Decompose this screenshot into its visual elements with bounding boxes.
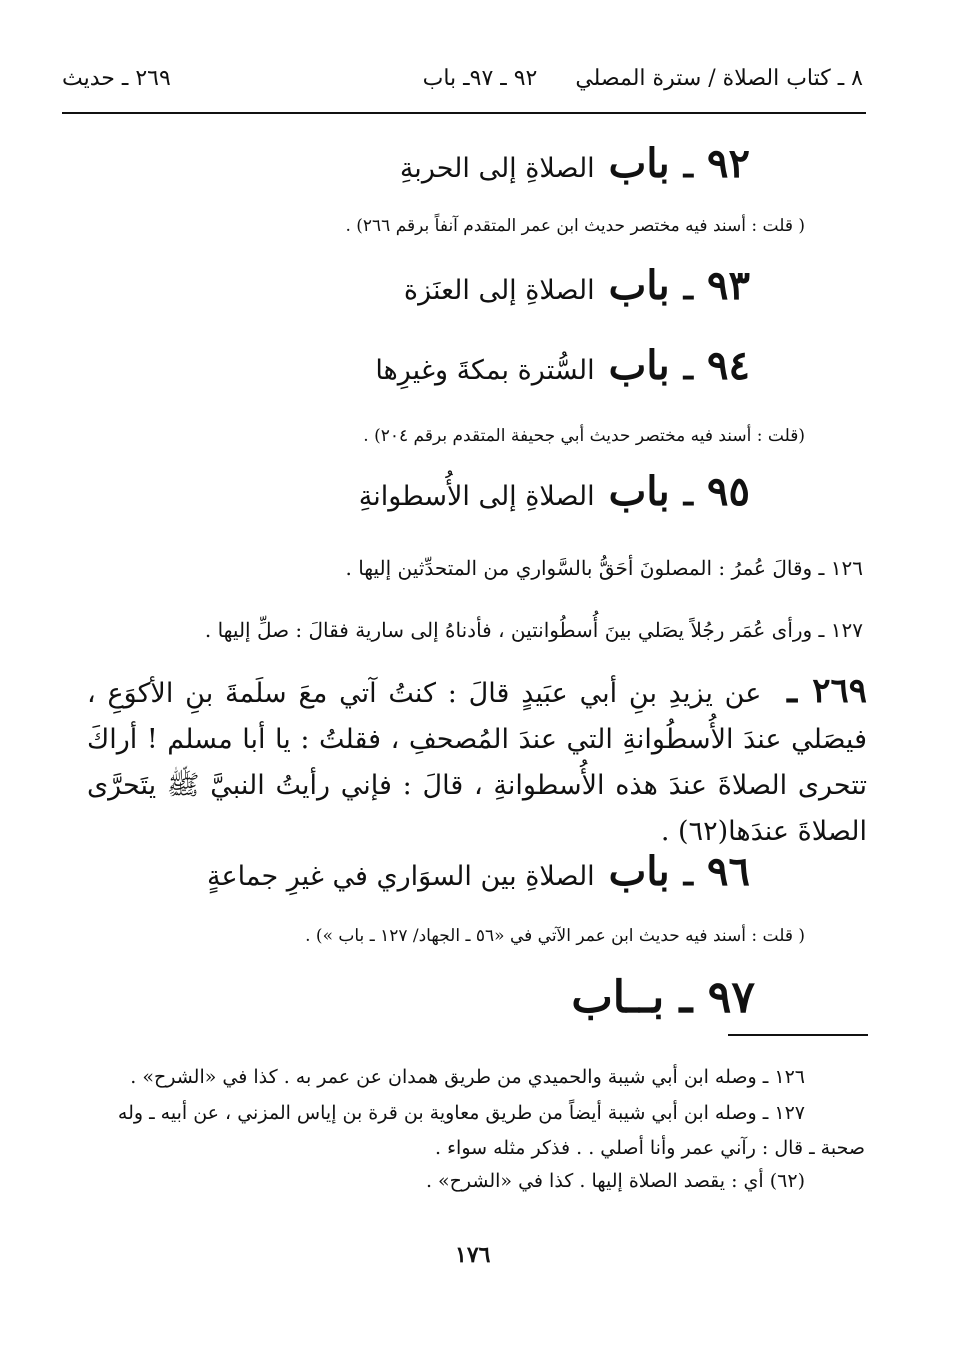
athar-126: ١٢٦ ـ وقالَ عُمرُ : المصلونَ أحَقُّ بالسَّواري من المتحدِّثين إليها . bbox=[345, 556, 863, 580]
page-number: ١٧٦ bbox=[455, 1242, 491, 1268]
chapter-title: الصلاةِ إلى الحربةِ bbox=[399, 153, 595, 184]
footnote-rule bbox=[728, 1034, 868, 1036]
header-rule bbox=[62, 112, 866, 114]
chapter-dash: ـ bbox=[683, 269, 694, 307]
chapter-number: ٩٦ bbox=[707, 848, 750, 895]
header-chapter-title: ٨ ـ كتاب الصلاة / سترة المصلي bbox=[575, 66, 863, 91]
footnote-62: (٦٢) أي : يقصد الصلاة إليها . كذا في «الشرح» . bbox=[425, 1170, 805, 1192]
chapter-number: ٩٤ bbox=[707, 342, 750, 389]
header-bab-range: ٩٢ ـ ٩٧ـ باب bbox=[422, 66, 538, 91]
footnote-127: ١٢٧ ـ وصله ابن أبي شيبة أيضاً من طريق معاوية بن قرة بن إياس المزني ، عن أبيه ـ وله bbox=[117, 1102, 805, 1124]
chapter-dash: ـ bbox=[683, 147, 694, 185]
chapter-dash: ـ bbox=[683, 855, 694, 893]
hadith-number: ٢٦٩ ـ bbox=[787, 671, 867, 711]
hadith-text: عن يزيدِ بنِ أبي عبَيدٍ قالَ : كنتُ آتي معَ سلَمةَ بنِ الأكوَعِ ، فيصَلي عندَ الأُسطُوانةِ التي عندَ المُصحفِ ، فقلتُ : يا أبا مسلم ! أراكَ تتحرى الصلاةَ عندَ هذه الأُسطوانةِ ، قالَ : فإني رأيتُ النبيَّ ﷺ يتَحرَّى الصلاةَ عندَها(٦٢) . bbox=[87, 678, 867, 847]
hadith-269 bbox=[87, 668, 867, 855]
chapter-heading-93 bbox=[404, 262, 750, 309]
chapter-dash: ـ bbox=[683, 475, 694, 513]
chapter-heading-92 bbox=[400, 140, 750, 187]
chapter-number: ٩٣ bbox=[707, 262, 750, 309]
footnote-126: ١٢٦ ـ وصله ابن أبي شيبة والحميدي من طريق همدان عن عمر به . كذا في «الشرح» . bbox=[130, 1066, 805, 1088]
chapter-bab-label: باب bbox=[608, 262, 670, 309]
chapter-title: الصلاةِ إلى الأُسطوانةِ bbox=[358, 481, 595, 512]
chapter-heading-97: ٩٧ ـ بــاب bbox=[571, 972, 755, 1023]
chapter-heading-96 bbox=[207, 848, 750, 895]
note-chapter-92: ( قلت : أسند فيه مختصر حديث ابن عمر المتقدم آنفاً برقم ٢٦٦) . bbox=[345, 216, 805, 236]
chapter-bab-label: باب bbox=[608, 848, 670, 895]
chapter-dash: ـ bbox=[683, 349, 694, 387]
chapter-bab-label: باب bbox=[608, 140, 670, 187]
note-chapter-94: (قلت : أسند فيه مختصر حديث أبي جحيفة المتقدم برقم ٢٠٤) . bbox=[363, 426, 805, 446]
chapter-title: الصلاةِ إلى العنَزة bbox=[403, 275, 595, 306]
chapter-bab-label: باب bbox=[608, 342, 670, 389]
chapter-heading-94 bbox=[375, 342, 750, 389]
chapter-bab-label: باب bbox=[608, 468, 670, 515]
footnote-127-continued: صحبة ـ قال : رآني عمر وأنا أصلي . . فذكر مثله سواء . bbox=[435, 1137, 865, 1159]
chapter-title: السُّترة بمكةَ وغيرِها bbox=[375, 355, 595, 386]
chapter-number: ٩٥ bbox=[707, 468, 750, 515]
athar-127: ١٢٧ ـ ورأى عُمَر رجُلاً يصَلي بينَ أُسطُوانتين ، فأدناهُ إلى سارية فقالَ : صلِّ إليها . bbox=[204, 618, 863, 642]
chapter-number: ٩٢ bbox=[707, 140, 750, 187]
header-hadith-number: ٢٦٩ ـ حديث bbox=[62, 66, 171, 91]
chapter-heading-95 bbox=[359, 468, 750, 515]
note-chapter-96: ( قلت : أسند فيه حديث ابن عمر الآتي في «٥٦ ـ الجهاد/ ١٢٧ ـ باب ») . bbox=[305, 926, 805, 946]
chapter-title: الصلاةِ بين السوَاري في غيرِ جماعةٍ bbox=[207, 861, 595, 892]
